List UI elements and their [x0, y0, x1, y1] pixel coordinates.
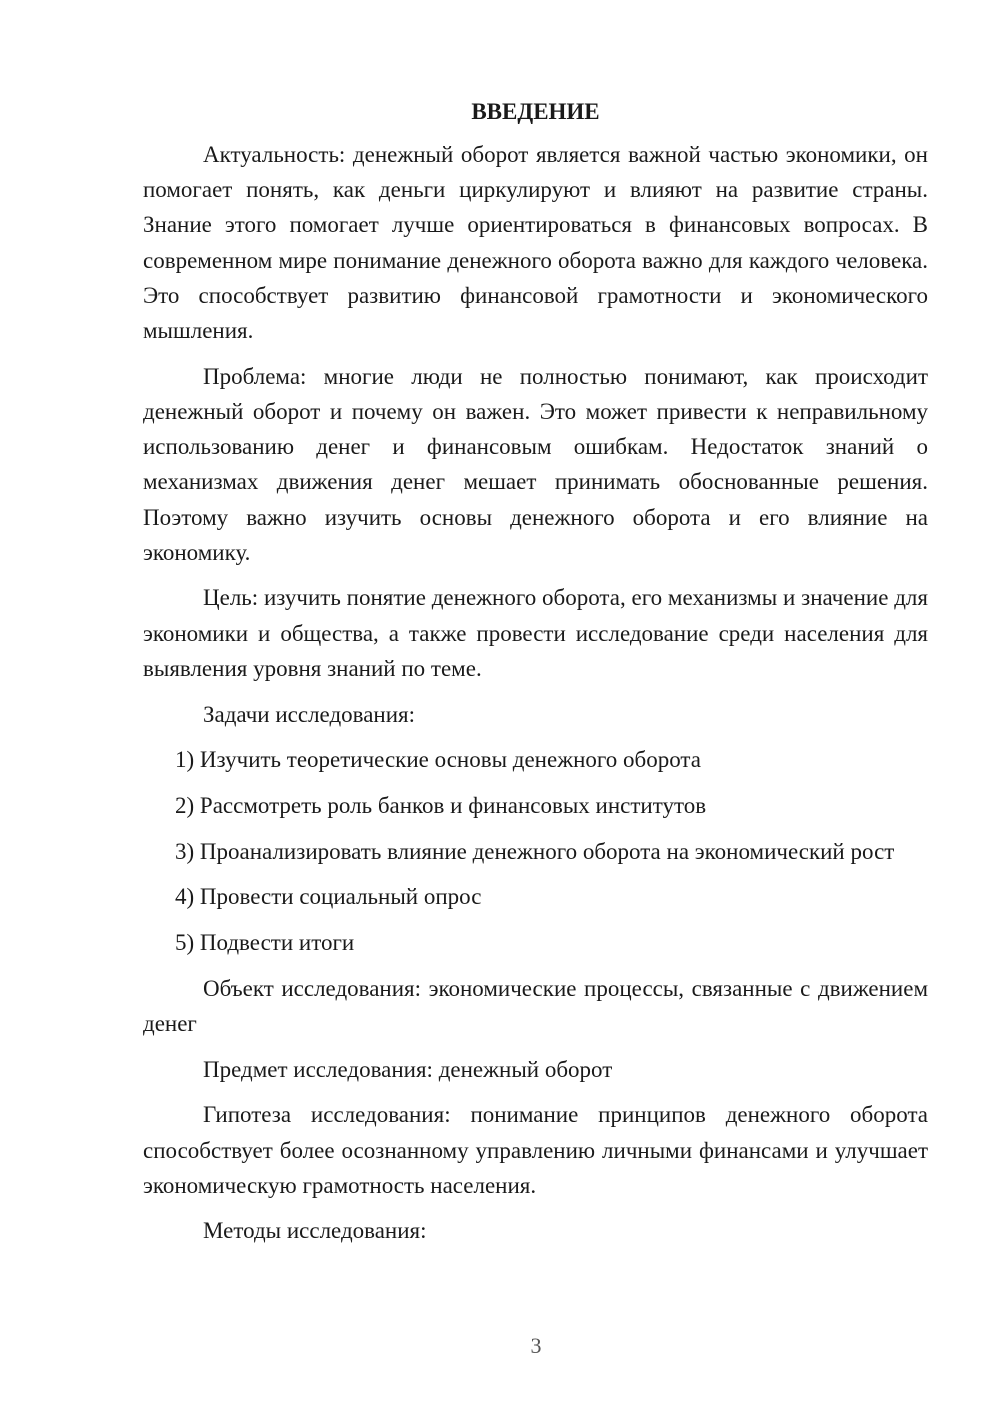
task-item: 5) Подвести итоги — [175, 930, 355, 956]
task-item: 3) Проанализировать влияние денежного оборота на экономический рост — [175, 838, 895, 864]
tasks-heading: Задачи исследования: — [203, 701, 416, 727]
subject-paragraph: Предмет исследования: денежный оборот — [203, 1056, 613, 1082]
document-page — [143, 95, 928, 1259]
relevance-paragraph: Актуальность: денежный оборот является важной частью экономики, он помогает понять, как деньги циркулируют и влияют на развитие страны. Знание этого помогает лучше ориентироваться в финансовых вопросах. В современном мире понимание денежного оборота важно для каждого человека. Это способствует развитию финансовой грамотности и экономического мышления. — [143, 142, 928, 344]
task-item: 4) Провести социальный опрос — [175, 884, 482, 910]
hypothesis-paragraph: Гипотеза исследования: понимание принципов денежного оборота способствует более осознанному управлению личными финансами и улучшает экономическую грамотность населения. — [143, 1102, 928, 1198]
task-item: 1) Изучить теоретические основы денежного оборота — [175, 747, 701, 773]
goal-paragraph: Цель: изучить понятие денежного оборота, его механизмы и значение для экономики и общества, а также провести исследование среди населения для выявления уровня знаний по теме. — [143, 585, 928, 681]
task-item: 2) Рассмотреть роль банков и финансовых институтов — [175, 792, 707, 818]
section-title: ВВЕДЕНИЕ — [471, 99, 600, 124]
problem-paragraph: Проблема: многие люди не полностью понимают, как происходит денежный оборот и почему он важен. Это может привести к неправильному использованию денег и финансовым ошибкам. Недостаток знаний о механизмах движения денег мешает принимать обоснованные решения. Поэтому важно изучить основы денежного оборота и его влияние на экономику. — [143, 363, 928, 565]
methods-heading: Методы исследования: — [203, 1218, 427, 1244]
object-paragraph: Объект исследования: экономические процессы, связанные с движением денег — [143, 975, 928, 1036]
page-number: 3 — [530, 1333, 542, 1358]
